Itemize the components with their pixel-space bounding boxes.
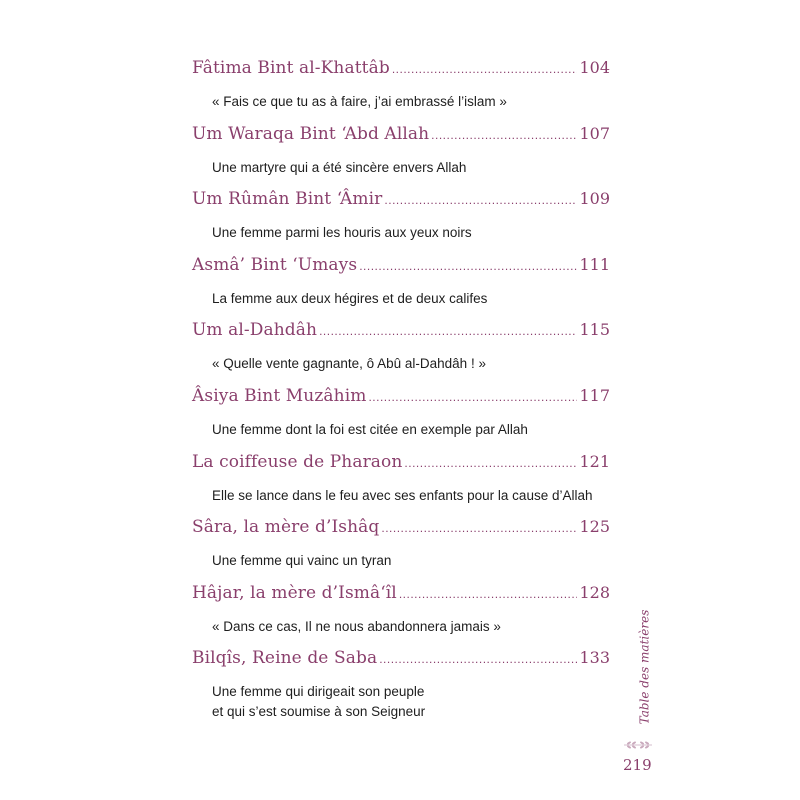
toc-entry — [192, 255, 610, 321]
toc-entry-page: 115 — [579, 320, 610, 340]
toc-entry-subtitle — [212, 289, 487, 309]
subtitle-line: Une femme qui vainc un tyran — [212, 553, 392, 569]
laurel-ornament-icon — [620, 738, 656, 752]
toc-entry-subtitle — [212, 92, 507, 112]
subtitle-line: Une martyre qui a été sincère envers Allah — [212, 159, 467, 175]
subtitle-line: « Fais ce que tu as à faire, j’ai embrassé l’islam » — [212, 94, 507, 109]
toc-entry-title: La coiffeuse de Pharaon — [192, 451, 403, 472]
subtitle-line: Une femme parmi les houris aux yeux noirs — [212, 225, 472, 241]
toc-entry — [192, 320, 610, 386]
toc-entry — [192, 58, 610, 124]
dot-leader — [379, 652, 577, 666]
dot-leader — [399, 587, 578, 601]
subtitle-line: et qui s’est soumise à son Seigneur — [212, 704, 426, 720]
toc-entry-page: 109 — [579, 189, 610, 209]
side-title-text: Table des matières — [637, 609, 651, 725]
toc-entry-subtitle — [212, 158, 466, 178]
toc-entry-subtitle — [212, 420, 528, 440]
toc-entry-subtitle — [212, 223, 472, 243]
toc-entry-title-line — [192, 320, 610, 340]
toc-entry-subtitle — [212, 486, 593, 506]
toc-entry — [192, 648, 610, 728]
toc-entry-subtitle — [212, 551, 391, 571]
toc-entry-title-line — [192, 58, 610, 78]
subtitle-line: « Dans ce cas, Il ne nous abandonnera jamais » — [212, 618, 501, 634]
toc-entry-title: Um al-Dahdâh — [192, 320, 318, 341]
toc-entry-title: Âsiya Bint Muzâhim — [192, 385, 367, 406]
toc-entry — [192, 583, 610, 649]
toc-entry-page: 121 — [579, 451, 610, 471]
toc-entry-page: 111 — [579, 254, 610, 274]
toc-entry-title-line — [192, 648, 610, 668]
subtitle-line: Elle se lance dans le feu avec ses enfants pour la cause d’Allah — [212, 487, 593, 503]
dot-leader — [359, 259, 577, 273]
subtitle-line: Une femme qui dirigeait son peuple — [212, 684, 425, 700]
toc-entry-page: 128 — [579, 582, 610, 602]
toc-entry-page: 125 — [579, 517, 610, 537]
toc-entry-title-line — [192, 124, 610, 144]
table-of-contents — [192, 58, 610, 728]
toc-entry — [192, 517, 610, 583]
toc-entry-title-line — [192, 255, 610, 275]
toc-entry — [192, 124, 610, 190]
dot-leader — [431, 128, 577, 142]
subtitle-line: Une femme dont la foi est citée en exemple par Allah — [212, 421, 528, 437]
toc-entry-page: 133 — [579, 648, 610, 668]
dot-leader — [384, 193, 577, 207]
toc-entry-title: Asmâ’ Bint ‘Umays — [192, 254, 358, 275]
toc-entry-title: Um Rûmân Bint ‘Âmir — [192, 189, 383, 210]
toc-entry-page: 104 — [579, 58, 610, 77]
toc-entry-title-line — [192, 386, 610, 406]
toc-entry — [192, 189, 610, 255]
dot-leader — [319, 324, 577, 338]
toc-entry-title-line — [192, 517, 610, 537]
toc-entry-page: 117 — [579, 385, 610, 405]
subtitle-line: La femme aux deux hégires et de deux califes — [212, 290, 488, 306]
running-side-title — [636, 609, 652, 725]
toc-entry-title: Sâra, la mère d’Ishâq — [192, 517, 380, 538]
subtitle-line: « Quelle vente gagnante, ô Abû al-Dahdâh ! » — [212, 356, 486, 372]
page-number: 219 — [623, 756, 652, 774]
toc-entry-subtitle — [212, 682, 425, 722]
toc-entry — [192, 386, 610, 452]
dot-leader — [404, 456, 577, 470]
toc-entry-page: 107 — [579, 123, 610, 143]
toc-entry-title: Hâjar, la mère d’Ismâ‘îl — [192, 582, 397, 603]
dot-leader — [392, 62, 578, 76]
toc-entry-title-line — [192, 583, 610, 603]
toc-entry-subtitle — [212, 354, 486, 374]
toc-entry-title: Um Waraqa Bint ‘Abd Allah — [192, 123, 430, 144]
toc-entry-title-line — [192, 452, 610, 472]
dot-leader — [368, 390, 577, 404]
toc-entry-subtitle — [212, 617, 501, 637]
toc-entry-title-line — [192, 189, 610, 209]
dot-leader — [381, 521, 577, 535]
toc-entry-title: Fâtima Bint al-Khattâb — [192, 58, 390, 78]
toc-entry-title: Bilqîs, Reine de Saba — [192, 648, 378, 669]
toc-entry — [192, 452, 610, 518]
